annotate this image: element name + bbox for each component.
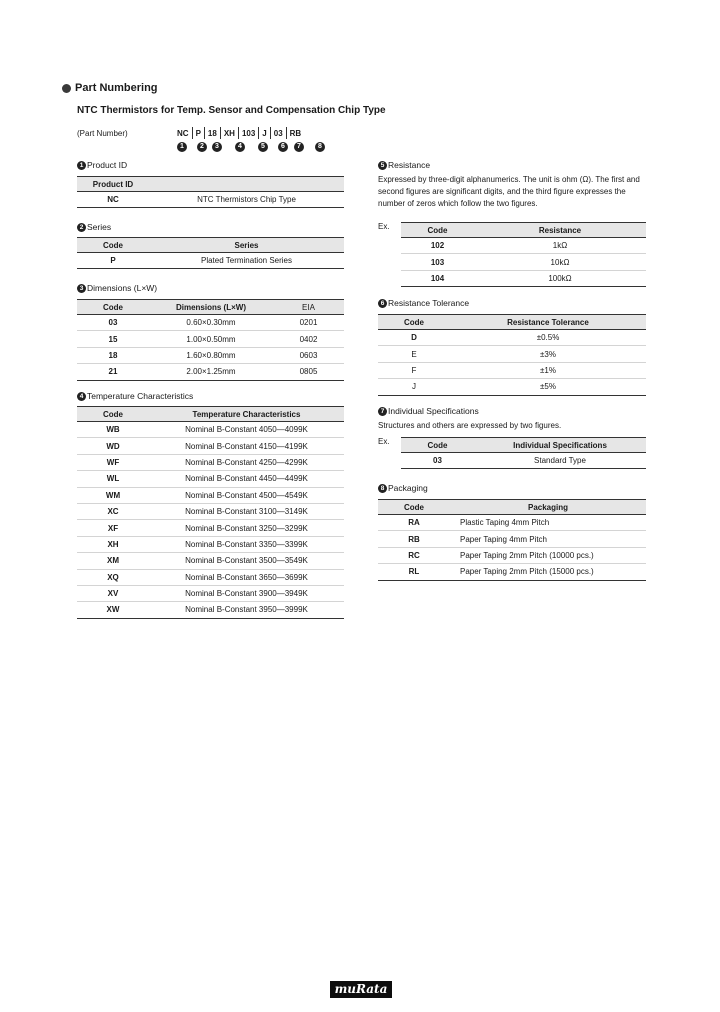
circle-number-icon: 3 [77, 284, 86, 293]
table-cell: WF [77, 454, 149, 470]
table-row [77, 569, 344, 585]
table-row [378, 346, 646, 362]
pn-segment: XH [223, 128, 235, 138]
table-cell: Nominal B-Constant 3350—3399K [149, 536, 344, 552]
section-packaging-title [378, 483, 428, 493]
table-cell: 18 [77, 347, 149, 363]
table-cell: J [378, 379, 450, 395]
table-header-cell: Dimensions (L×W) [149, 300, 273, 315]
circle-number-icon: 5 [378, 161, 387, 170]
table-cell: Nominal B-Constant 4250—4299K [149, 454, 344, 470]
table-row [77, 536, 344, 552]
table-cell: P [77, 253, 149, 269]
table-cell: Nominal B-Constant 3950—3999K [149, 602, 344, 618]
circle-number-icon: 6 [378, 299, 387, 308]
section-dimensions-title [77, 283, 157, 293]
individual-table [401, 437, 646, 469]
table-cell: WL [77, 471, 149, 487]
table-row [378, 564, 646, 580]
page-heading [62, 82, 158, 94]
table-cell: ±3% [450, 346, 646, 362]
table-cell: Nominal B-Constant 3650—3699K [149, 569, 344, 585]
circle-number-icon: 8 [378, 484, 387, 493]
table-cell: 103 [401, 254, 474, 270]
table-cell: XQ [77, 569, 149, 585]
table-cell: Paper Taping 2mm Pitch (10000 pcs.) [450, 547, 646, 563]
table-row [378, 531, 646, 547]
table-cell: 03 [401, 453, 474, 469]
table-row [77, 331, 344, 347]
table-header-cell: Resistance [474, 223, 646, 238]
table-cell: XV [77, 585, 149, 601]
table-cell: ±5% [450, 379, 646, 395]
table-row [77, 454, 344, 470]
table-cell: 10kΩ [474, 254, 646, 270]
section-title-text: Packaging [388, 483, 428, 493]
table-header-cell: Code [378, 500, 450, 515]
table-cell: D [378, 330, 450, 346]
table-cell: 0805 [273, 364, 344, 380]
table-cell: F [378, 362, 450, 378]
table-row [77, 602, 344, 618]
table-header-cell [149, 177, 344, 192]
table-cell: XH [77, 536, 149, 552]
section-title-text: Dimensions (L×W) [87, 283, 158, 293]
table-row [77, 315, 344, 331]
pn-segment: P [195, 128, 201, 138]
table-header-cell: Code [77, 238, 149, 253]
table-cell: Plated Termination Series [149, 253, 344, 269]
circle-number-icon: 5 [258, 142, 268, 152]
table-row [77, 192, 344, 208]
table-header-cell: Product ID [77, 177, 149, 192]
pn-segment: RB [289, 128, 302, 138]
tolerance-table [378, 314, 646, 396]
table-row [77, 585, 344, 601]
table-cell: ±1% [450, 362, 646, 378]
table-cell: WD [77, 438, 149, 454]
temperature-table [77, 406, 344, 619]
table-row [378, 547, 646, 563]
table-row [378, 362, 646, 378]
section-title-text: Product ID [87, 160, 128, 170]
table-header-cell: Code [77, 300, 149, 315]
table-row [401, 453, 646, 469]
table-row [401, 270, 646, 286]
table-cell: NTC Thermistors Chip Type [149, 192, 344, 208]
murata-logo: muRata [330, 981, 392, 998]
table-cell: ±0.5% [450, 330, 646, 346]
table-cell: 1kΩ [474, 238, 646, 254]
table-row [77, 487, 344, 503]
part-number-label: (Part Number) [77, 128, 128, 138]
circle-number-icon: 8 [315, 142, 325, 152]
section-temperature-title [77, 391, 193, 401]
table-cell: XM [77, 553, 149, 569]
resistance-example-label: Ex. [378, 222, 390, 231]
table-row [77, 520, 344, 536]
table-cell: 2.00×1.25mm [149, 364, 273, 380]
table-header-cell: Resistance Tolerance [450, 315, 646, 330]
table-cell: XC [77, 503, 149, 519]
table-cell: WM [77, 487, 149, 503]
table-cell: 102 [401, 238, 474, 254]
table-row [378, 330, 646, 346]
table-header-cell: Code [378, 315, 450, 330]
table-row [77, 364, 344, 380]
table-cell: 100kΩ [474, 270, 646, 286]
individual-example-label: Ex. [378, 437, 390, 446]
table-row [401, 238, 646, 254]
table-row [77, 553, 344, 569]
table-cell: Nominal B-Constant 4050—4099K [149, 422, 344, 438]
section-individual-title [378, 406, 479, 416]
circle-number-icon: 4 [235, 142, 245, 152]
table-header-cell: Packaging [450, 500, 646, 515]
table-cell: 0402 [273, 331, 344, 347]
table-cell: Nominal B-Constant 4500—4549K [149, 487, 344, 503]
table-cell: RL [378, 564, 450, 580]
table-cell: XW [77, 602, 149, 618]
table-cell: E [378, 346, 450, 362]
table-cell: Nominal B-Constant 3100—3149K [149, 503, 344, 519]
table-cell: Paper Taping 4mm Pitch [450, 531, 646, 547]
table-cell: Nominal B-Constant 4150—4199K [149, 438, 344, 454]
section-title-text: Temperature Characteristics [87, 391, 194, 401]
table-cell: Plastic Taping 4mm Pitch [450, 515, 646, 531]
table-cell: WB [77, 422, 149, 438]
table-row [77, 253, 344, 269]
pn-segment: 18 [207, 128, 217, 138]
section-product-id-title [77, 160, 127, 170]
table-cell: Nominal B-Constant 3900—3949K [149, 585, 344, 601]
table-row [77, 438, 344, 454]
table-row [77, 503, 344, 519]
product-id-table [77, 176, 344, 208]
table-row [77, 471, 344, 487]
circle-number-icon: 4 [77, 392, 86, 401]
table-cell: 0603 [273, 347, 344, 363]
section-title-text: Individual Specifications [388, 406, 479, 416]
section-series-title [77, 222, 111, 232]
pn-segment: 103 [241, 128, 256, 138]
pn-segment: 03 [273, 128, 283, 138]
pn-segment: NC [177, 128, 189, 138]
table-header-cell: Code [401, 438, 474, 453]
section-title-text: Resistance Tolerance [388, 298, 470, 308]
table-cell: 104 [401, 270, 474, 286]
table-cell: Nominal B-Constant 3500—3549K [149, 553, 344, 569]
circle-number-icon: 6 [278, 142, 288, 152]
packaging-table [378, 499, 646, 581]
table-cell: NC [77, 192, 149, 208]
circle-number-icon: 2 [197, 142, 207, 152]
table-header-cell: Series [149, 238, 344, 253]
table-row [77, 347, 344, 363]
bullet-icon [62, 84, 71, 93]
section-title-text: Resistance [388, 160, 431, 170]
table-header-cell: Temperature Characteristics [149, 407, 344, 422]
table-header-cell: Code [401, 223, 474, 238]
table-cell: 21 [77, 364, 149, 380]
table-cell: Paper Taping 2mm Pitch (15000 pcs.) [450, 564, 646, 580]
table-cell: 0.60×0.30mm [149, 315, 273, 331]
table-cell: RC [378, 547, 450, 563]
circle-number-icon: 3 [212, 142, 222, 152]
table-cell: Nominal B-Constant 4450—4499K [149, 471, 344, 487]
circle-number-icon: 7 [378, 407, 387, 416]
circle-number-icon: 7 [294, 142, 304, 152]
table-cell: 1.60×0.80mm [149, 347, 273, 363]
table-cell: 1.00×0.50mm [149, 331, 273, 347]
table-row [401, 254, 646, 270]
circle-number-icon: 1 [77, 161, 86, 170]
table-cell: RB [378, 531, 450, 547]
table-row [77, 422, 344, 438]
section-title-text: Series [87, 222, 112, 232]
table-cell: 15 [77, 331, 149, 347]
individual-description: Structures and others are expressed by two figures. [378, 421, 562, 430]
table-cell: 0201 [273, 315, 344, 331]
table-cell: XF [77, 520, 149, 536]
table-cell: Standard Type [474, 453, 646, 469]
table-row [378, 379, 646, 395]
series-table [77, 237, 344, 269]
page-subheading: NTC Thermistors for Temp. Sensor and Compensation Chip Type [77, 105, 386, 116]
table-cell: 03 [77, 315, 149, 331]
table-row [378, 515, 646, 531]
circle-number-icon: 1 [177, 142, 187, 152]
table-header-cell: Code [77, 407, 149, 422]
table-header-cell: EIA [273, 300, 344, 315]
resistance-description: Expressed by three-digit alphanumerics. The unit is ohm (Ω). The first and second figures are significant digits, and the third figure expresses the number of zeros which follow the two figures. [378, 175, 640, 208]
section-resistance-title [378, 160, 430, 170]
page-heading-text: Part Numbering [75, 82, 158, 94]
table-header-cell: Individual Specifications [474, 438, 646, 453]
table-cell: RA [378, 515, 450, 531]
circle-number-icon: 2 [77, 223, 86, 232]
section-tolerance-title [378, 298, 469, 308]
part-number-row [77, 127, 304, 139]
table-cell: Nominal B-Constant 3250—3299K [149, 520, 344, 536]
resistance-table [401, 222, 646, 287]
pn-segment: J [262, 128, 267, 138]
dimensions-table [77, 299, 344, 381]
